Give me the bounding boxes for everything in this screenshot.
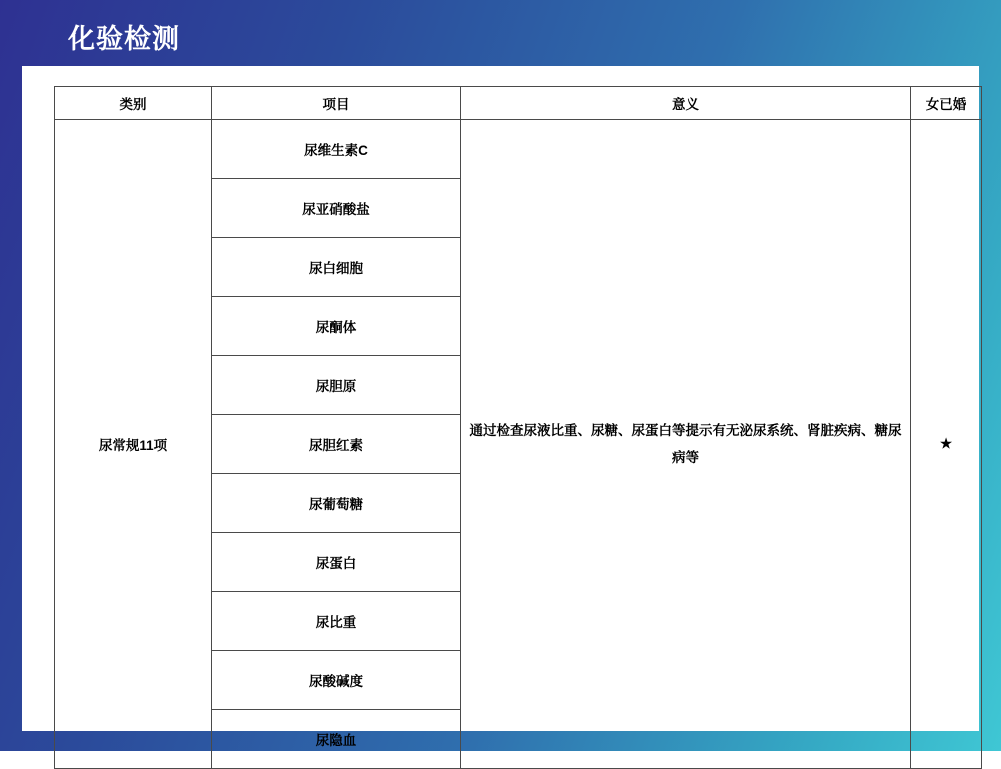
married-mark-cell: ★ — [911, 120, 982, 769]
header-item: 项目 — [212, 87, 461, 120]
item-cell: 尿隐血 — [212, 710, 461, 769]
item-cell: 尿酮体 — [212, 297, 461, 356]
table-body — [55, 120, 982, 769]
item-cell: 尿蛋白 — [212, 533, 461, 592]
item-cell: 尿白细胞 — [212, 238, 461, 297]
header-category: 类别 — [55, 87, 212, 120]
item-cell: 尿胆原 — [212, 356, 461, 415]
item-cell: 尿维生素C — [212, 120, 461, 179]
table-row — [55, 120, 982, 179]
item-cell: 尿胆红素 — [212, 415, 461, 474]
header-married-female: 女已婚 — [911, 87, 982, 120]
header-meaning: 意义 — [461, 87, 911, 120]
item-cell: 尿亚硝酸盐 — [212, 179, 461, 238]
page-title: 化验检测 — [68, 24, 180, 54]
lab-test-table — [54, 86, 982, 769]
item-cell: 尿比重 — [212, 592, 461, 651]
item-cell: 尿葡萄糖 — [212, 474, 461, 533]
content-panel — [22, 66, 979, 748]
table-header-row — [55, 87, 982, 120]
meaning-cell: 通过检查尿液比重、尿糖、尿蛋白等提示有无泌尿系统、肾脏疾病、糖尿病等 — [461, 120, 911, 769]
table-wrapper — [54, 86, 967, 748]
table-header — [55, 87, 982, 120]
category-cell: 尿常规11项 — [55, 120, 212, 769]
item-cell: 尿酸碱度 — [212, 651, 461, 710]
